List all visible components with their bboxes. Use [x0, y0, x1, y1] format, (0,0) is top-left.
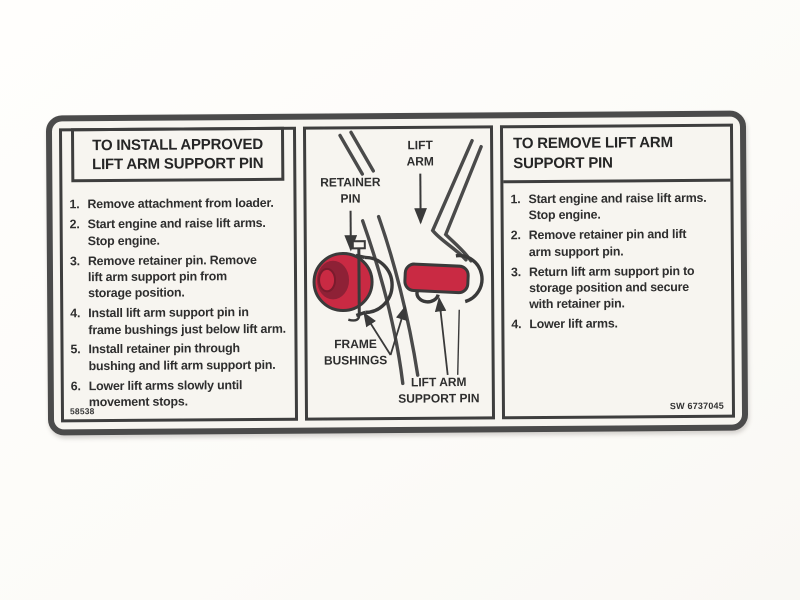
install-step-4 [70, 304, 290, 338]
support-pin-label-line2: SUPPORT PIN [398, 391, 480, 406]
step-text: Remove retainer pin. Remove lift arm support pin from storage position. [87, 252, 257, 301]
instruction-decal [46, 111, 748, 436]
install-step-1 [69, 195, 289, 213]
step-number: 2. [510, 228, 521, 243]
step-text: Remove attachment from loader. [87, 196, 274, 212]
step-text: Install retainer pin through bushing and lift arm support pin. [88, 341, 276, 373]
install-panel [59, 127, 298, 423]
lift-arm-label-line2: ARM [406, 154, 434, 169]
remove-panel [500, 124, 735, 420]
step-number: 4. [70, 306, 81, 321]
support-pin-label-line1: LIFT ARM [410, 374, 467, 390]
remove-step-4 [511, 315, 727, 333]
step-number: 2. [69, 217, 80, 232]
retainer-pin-label-line1: RETAINER [320, 175, 381, 190]
remove-title: TO REMOVE LIFT ARM SUPPORT PIN [503, 127, 730, 184]
step-text: Return lift arm support pin to storage position and secure with retainer pin. [528, 263, 695, 312]
retainer-pin-label-line2: PIN [340, 191, 361, 206]
install-title: TO INSTALL APPROVED LIFT ARM SUPPORT PIN [71, 127, 284, 183]
remove-step-2 [511, 226, 727, 260]
remove-step-1 [510, 190, 726, 224]
step-text: Install lift arm support pin in frame bushings just below lift arm. [88, 305, 286, 337]
part-number-left: 58538 [69, 406, 95, 417]
frame-bushings-label-line1: FRAME [334, 336, 377, 352]
step-text: Start engine and raise lift arms. Stop engine. [528, 190, 707, 223]
step-number: 1. [69, 197, 80, 212]
install-step-2 [70, 215, 290, 249]
support-pin-stored [314, 253, 372, 310]
part-number-right: SW 6737045 [669, 400, 724, 412]
remove-step-list [503, 182, 731, 333]
step-text: Lower lift arms. [529, 316, 618, 332]
step-number: 3. [510, 264, 521, 279]
diagram-panel [303, 125, 495, 420]
install-step-list [62, 187, 295, 411]
step-number: 4. [511, 317, 522, 332]
lift-arm-label-line1: LIFT [407, 138, 433, 153]
step-number: 6. [70, 378, 81, 393]
lift-arm-diagram [306, 128, 492, 417]
frame-bushings-label-line2: BUSHINGS [323, 353, 388, 368]
step-number: 3. [69, 253, 80, 268]
install-step-5 [70, 340, 290, 374]
remove-step-3 [511, 262, 727, 313]
step-text: Start engine and raise lift arms. Stop engine. [87, 216, 266, 248]
support-pin-leader-arrows [439, 299, 460, 375]
support-pin-installed [404, 263, 468, 293]
install-step-6 [71, 376, 291, 410]
step-number: 1. [510, 192, 521, 207]
install-step-3 [70, 251, 290, 302]
step-text: Remove retainer pin and lift arm support pin. [528, 227, 687, 259]
step-number: 5. [70, 342, 81, 357]
step-text: Lower lift arms slowly until movement stops. [88, 377, 243, 410]
